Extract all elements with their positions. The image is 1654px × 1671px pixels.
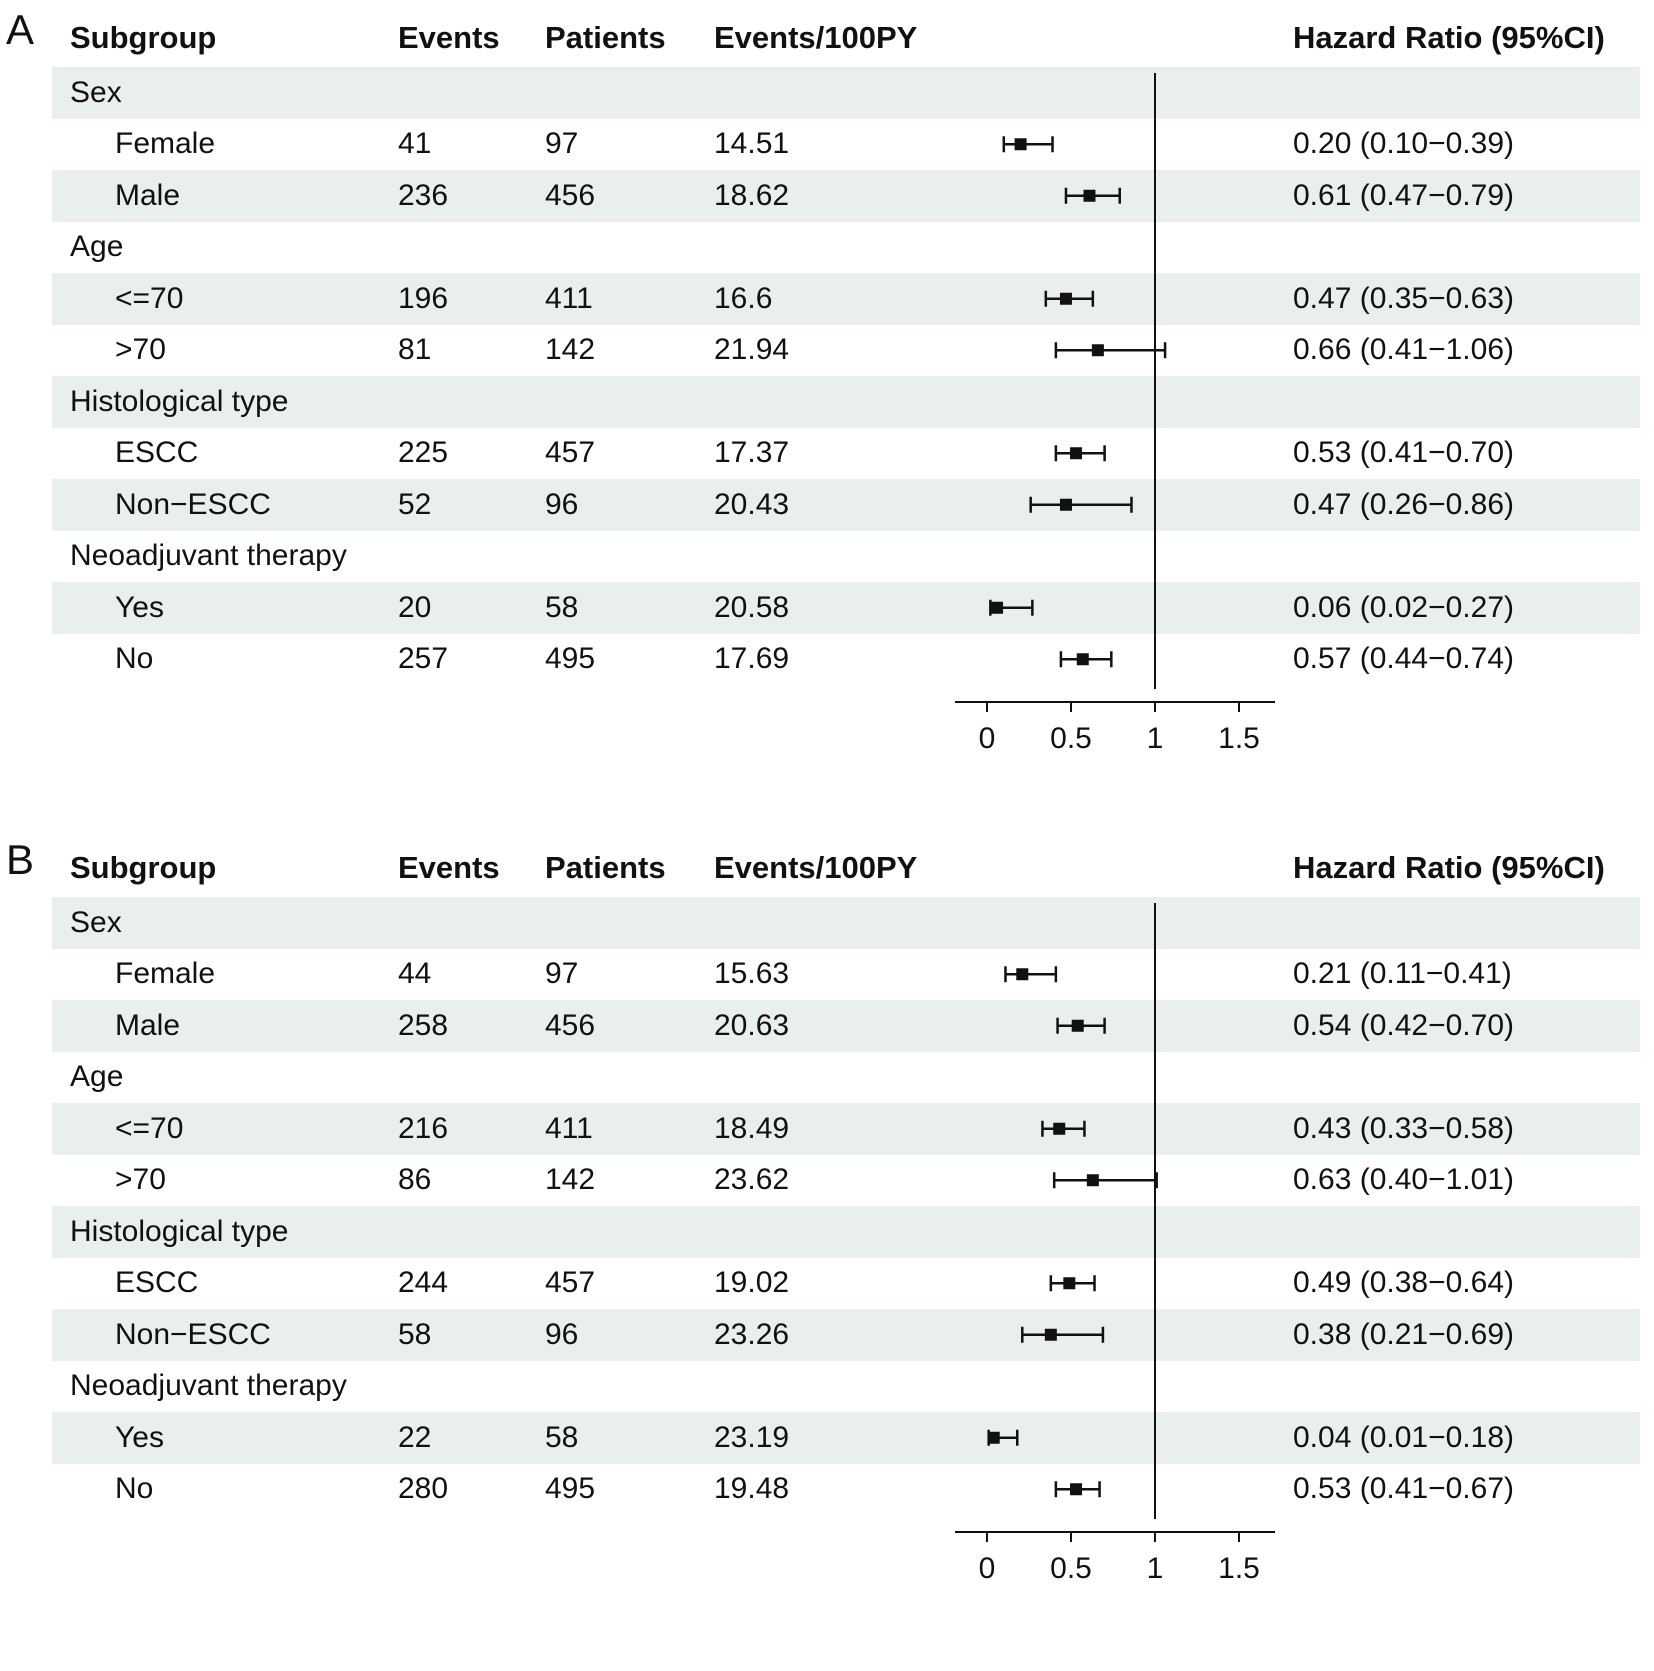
patients-value: 495 xyxy=(545,1472,596,1506)
patients-value: 495 xyxy=(545,642,596,676)
subgroup-label: <=70 xyxy=(115,1111,184,1145)
subgroup-label: Female xyxy=(115,957,216,991)
patients-value: 58 xyxy=(545,590,579,624)
hazard-ratio-value: 0.21 (0.11−0.41) xyxy=(1293,957,1512,991)
subgroup-label: No xyxy=(115,642,154,676)
subgroup-label: Yes xyxy=(115,590,164,624)
patients-value: 96 xyxy=(545,1317,579,1351)
events-value: 236 xyxy=(398,178,449,212)
hazard-ratio-value: 0.66 (0.41−1.06) xyxy=(1293,333,1515,367)
x-tick-label: 1.5 xyxy=(1218,1552,1260,1585)
patients-value: 142 xyxy=(545,333,596,367)
events-value: 258 xyxy=(398,1008,449,1042)
hazard-ratio-value: 0.47 (0.26−0.86) xyxy=(1293,487,1515,521)
subgroup-label: Yes xyxy=(115,1420,164,1454)
ci-marker xyxy=(1066,188,1120,204)
patients-value: 58 xyxy=(545,1420,579,1454)
ci-marker xyxy=(1054,1172,1156,1188)
ci-marker xyxy=(1058,1018,1105,1034)
ci-marker xyxy=(1042,1121,1084,1137)
hazard-ratio-value: 0.61 (0.47−0.79) xyxy=(1293,178,1515,212)
events-header: Events xyxy=(398,850,500,885)
rate-value: 19.02 xyxy=(714,1266,790,1300)
hazard-ratio-value: 0.53 (0.41−0.70) xyxy=(1293,436,1515,470)
patients-value: 411 xyxy=(545,1111,593,1145)
subgroup-label: Male xyxy=(115,178,181,212)
hazard-ratio-value: 0.53 (0.41−0.67) xyxy=(1293,1472,1515,1506)
subgroup-label: No xyxy=(115,1472,154,1506)
events-value: 22 xyxy=(398,1420,432,1454)
ci-marker xyxy=(1056,445,1105,461)
subgroup-label: <=70 xyxy=(115,281,184,315)
group-label: Sex xyxy=(70,905,122,939)
rate-value: 21.94 xyxy=(714,333,790,367)
events-value: 257 xyxy=(398,642,449,676)
hazard-ratio-value: 0.57 (0.44−0.74) xyxy=(1293,642,1515,676)
hazard-ratio-value: 0.54 (0.42−0.70) xyxy=(1293,1008,1515,1042)
patients-value: 97 xyxy=(545,957,579,991)
patients-value: 457 xyxy=(545,1266,596,1300)
rate-value: 20.43 xyxy=(714,487,790,521)
hazard-ratio-value: 0.43 (0.33−0.58) xyxy=(1293,1111,1515,1145)
rate-value: 23.62 xyxy=(714,1163,790,1197)
forest-plot-svg xyxy=(0,830,1654,1610)
events-header: Events xyxy=(398,20,500,55)
ci-marker xyxy=(1046,291,1093,307)
rate-value: 19.48 xyxy=(714,1472,790,1506)
rate-value: 14.51 xyxy=(714,127,790,161)
rate-value: 20.63 xyxy=(714,1008,790,1042)
subgroup-label: Non−ESCC xyxy=(115,487,271,521)
x-tick-label: 0 xyxy=(978,1552,996,1585)
ci-marker xyxy=(990,600,1032,616)
rate-value: 18.49 xyxy=(714,1111,790,1145)
rate-value: 23.26 xyxy=(714,1317,790,1351)
hazard-ratio-value: 0.20 (0.10−0.39) xyxy=(1293,127,1515,161)
x-tick-label: 0 xyxy=(978,722,996,755)
events-value: 44 xyxy=(398,957,432,991)
events-value: 52 xyxy=(398,487,432,521)
patients-header: Patients xyxy=(545,20,666,55)
x-tick-label: 1 xyxy=(1146,722,1164,755)
rate-value: 17.37 xyxy=(714,436,790,470)
ci-marker xyxy=(988,1430,1018,1446)
subgroup-header: Subgroup xyxy=(70,20,217,55)
subgroup-header: Subgroup xyxy=(70,850,217,885)
subgroup-label: ESCC xyxy=(115,1266,199,1300)
events-value: 216 xyxy=(398,1111,449,1145)
x-tick-label: 0.5 xyxy=(1050,722,1092,755)
patients-value: 96 xyxy=(545,487,579,521)
ci-marker xyxy=(1031,497,1132,513)
events-value: 58 xyxy=(398,1317,432,1351)
events-value: 41 xyxy=(398,127,432,161)
rate-value: 23.19 xyxy=(714,1420,790,1454)
subgroup-label: Non−ESCC xyxy=(115,1317,271,1351)
patients-value: 97 xyxy=(545,127,579,161)
patients-value: 142 xyxy=(545,1163,596,1197)
subgroup-label: ESCC xyxy=(115,436,199,470)
group-label: Neoadjuvant therapy xyxy=(70,539,347,573)
events-value: 81 xyxy=(398,333,432,367)
group-label: Age xyxy=(70,230,124,264)
x-tick-label: 1 xyxy=(1146,1552,1164,1585)
hazard-ratio-value: 0.47 (0.35−0.63) xyxy=(1293,281,1515,315)
subgroup-label: >70 xyxy=(115,1163,166,1197)
subgroup-label: >70 xyxy=(115,333,166,367)
rate-value: 18.62 xyxy=(714,178,790,212)
rate-value: 15.63 xyxy=(714,957,790,991)
hazard-ratio-header: Hazard Ratio (95%CI) xyxy=(1293,20,1605,55)
hazard-ratio-value: 0.63 (0.40−1.01) xyxy=(1293,1163,1515,1197)
events-value: 244 xyxy=(398,1266,449,1300)
group-label: Histological type xyxy=(70,384,289,418)
patients-value: 411 xyxy=(545,281,593,315)
ci-marker xyxy=(1061,651,1111,667)
rate-value: 20.58 xyxy=(714,590,790,624)
rate-value: 16.6 xyxy=(714,281,773,315)
forest-plot-panel-a xyxy=(0,0,1654,780)
events-value: 225 xyxy=(398,436,449,470)
ci-marker xyxy=(1051,1275,1095,1291)
rate-header: Events/100PY xyxy=(714,20,918,55)
ci-marker xyxy=(1004,136,1053,152)
rate-value: 17.69 xyxy=(714,642,790,676)
hazard-ratio-value: 0.49 (0.38−0.64) xyxy=(1293,1266,1515,1300)
patients-header: Patients xyxy=(545,850,666,885)
events-value: 280 xyxy=(398,1472,449,1506)
events-value: 196 xyxy=(398,281,449,315)
events-value: 86 xyxy=(398,1163,432,1197)
group-label: Age xyxy=(70,1060,124,1094)
patients-value: 457 xyxy=(545,436,596,470)
group-label: Histological type xyxy=(70,1214,289,1248)
hazard-ratio-value: 0.06 (0.02−0.27) xyxy=(1293,590,1515,624)
hazard-ratio-value: 0.38 (0.21−0.69) xyxy=(1293,1317,1515,1351)
panel-letter: B xyxy=(6,836,35,883)
patients-value: 456 xyxy=(545,178,596,212)
x-tick-label: 0.5 xyxy=(1050,1552,1092,1585)
group-label: Neoadjuvant therapy xyxy=(70,1369,347,1403)
hazard-ratio-value: 0.04 (0.01−0.18) xyxy=(1293,1420,1515,1454)
subgroup-label: Male xyxy=(115,1008,181,1042)
ci-marker xyxy=(1056,342,1165,358)
rate-header: Events/100PY xyxy=(714,850,918,885)
forest-plot-svg xyxy=(0,0,1654,780)
ci-marker xyxy=(1005,966,1055,982)
panel-letter: A xyxy=(6,6,35,53)
forest-plot-panel-b xyxy=(0,830,1654,1610)
ci-marker xyxy=(1022,1327,1103,1343)
ci-marker xyxy=(1056,1481,1100,1497)
x-tick-label: 1.5 xyxy=(1218,722,1260,755)
patients-value: 456 xyxy=(545,1008,596,1042)
group-label: Sex xyxy=(70,75,122,109)
subgroup-label: Female xyxy=(115,127,216,161)
events-value: 20 xyxy=(398,590,432,624)
hazard-ratio-header: Hazard Ratio (95%CI) xyxy=(1293,850,1605,885)
